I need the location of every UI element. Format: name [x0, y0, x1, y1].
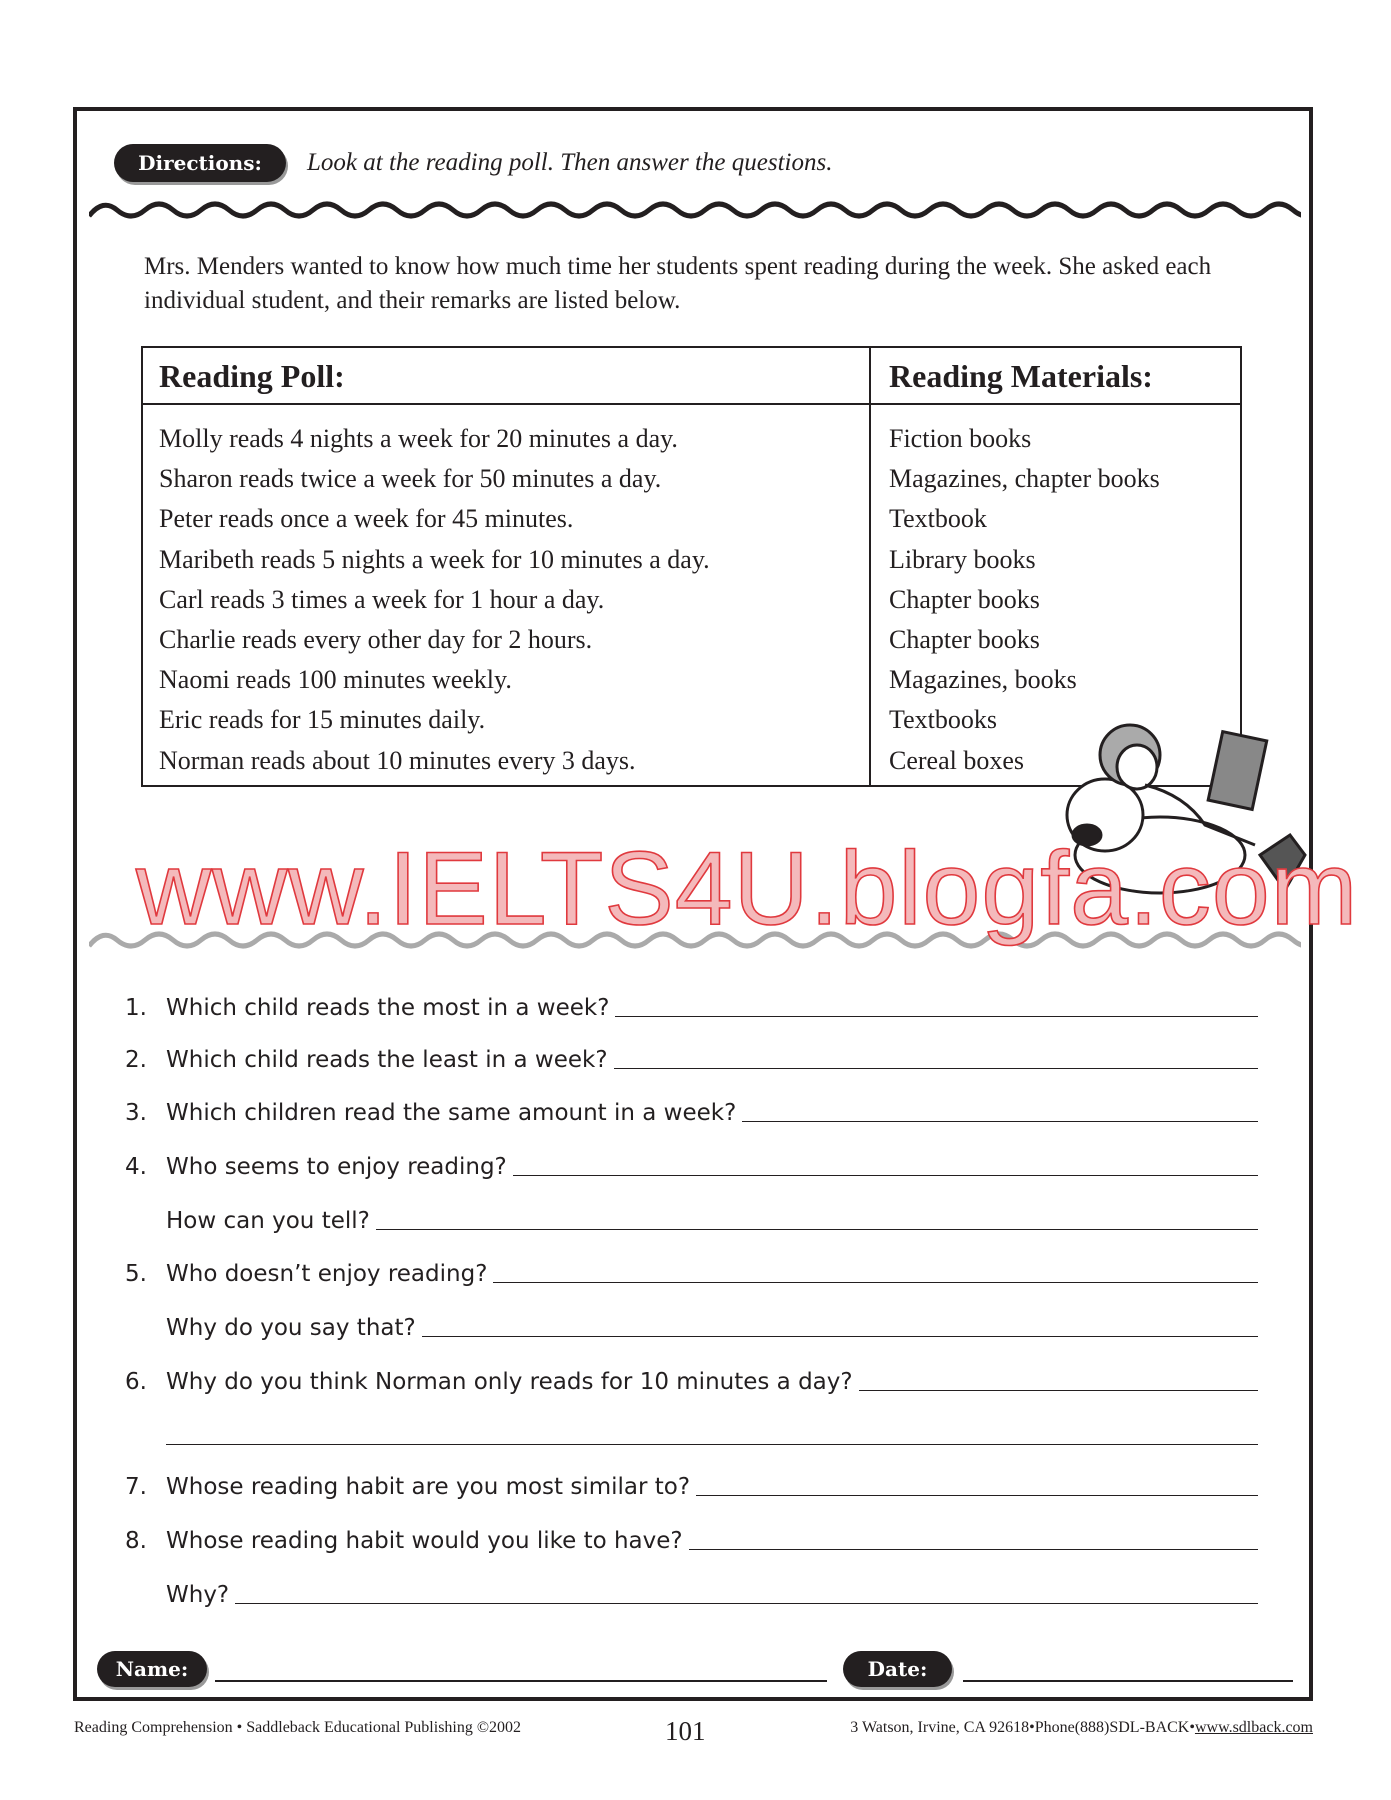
- poll-remark: Norman reads about 10 minutes every 3 days.: [159, 745, 636, 775]
- poll-remark: Sharon reads twice a week for 50 minutes a day.: [159, 464, 662, 494]
- answer-line[interactable]: [166, 1443, 1258, 1445]
- directions-badge: Directions:: [114, 144, 286, 182]
- poll-remark: Maribeth reads 5 nights a week for 10 minutes a day.: [159, 544, 710, 574]
- date-badge: Date:: [843, 1651, 952, 1687]
- question-number: 6.: [125, 1369, 147, 1395]
- materials-header: Reading Materials:: [889, 358, 1153, 394]
- remarks-column: [159, 419, 710, 781]
- question-item: [125, 1198, 1258, 1234]
- footer-publisher: Reading Comprehension • Saddleback Educational Publishing ©2002: [74, 1719, 522, 1736]
- answer-line[interactable]: [615, 1015, 1258, 1017]
- header-rule: [871, 403, 1241, 405]
- question-number: 5.: [125, 1261, 147, 1287]
- question-text: Whose reading habit would you like to have?: [166, 1528, 683, 1554]
- poll-material: Textbooks: [889, 705, 997, 735]
- directions-text: Look at the reading poll. Then answer the questions.: [307, 149, 833, 176]
- answer-line[interactable]: [742, 1120, 1258, 1122]
- question-item: [125, 1359, 1258, 1395]
- question-item: [125, 1572, 1258, 1608]
- question-number: 8.: [125, 1528, 147, 1554]
- footer-website-link[interactable]: www.sdlback.com: [1194, 1719, 1313, 1736]
- question-item: [125, 1518, 1258, 1554]
- poll-material: Library books: [889, 544, 1036, 574]
- question-number: 2.: [125, 1047, 147, 1073]
- name-field[interactable]: [215, 1680, 827, 1682]
- question-text: Which child reads the most in a week?: [166, 995, 610, 1021]
- poll-material: Magazines, chapter books: [889, 464, 1160, 494]
- poll-remark: Naomi reads 100 minutes weekly.: [159, 665, 512, 695]
- poll-material: Magazines, books: [889, 665, 1077, 695]
- question-text: Which child reads the least in a week?: [166, 1047, 608, 1073]
- question-item: [125, 1305, 1258, 1341]
- answer-line[interactable]: [422, 1335, 1258, 1337]
- wavy-divider-top: [89, 198, 1301, 222]
- question-text: Who seems to enjoy reading?: [166, 1154, 507, 1180]
- poll-material: Cereal boxes: [889, 745, 1025, 775]
- footer-address: 3 Watson, Irvine, CA 92618•Phone(888)SDL-BACK•: [850, 1719, 1195, 1736]
- answer-line[interactable]: [513, 1174, 1258, 1176]
- answer-line[interactable]: [493, 1281, 1258, 1283]
- question-text: Why?: [166, 1582, 230, 1608]
- question-text: Which children read the same amount in a week?: [166, 1100, 737, 1126]
- poll-material: Textbook: [889, 504, 987, 534]
- watermark-text: www.IELTS4U.blogfa.com: [136, 831, 1359, 947]
- poll-material: Chapter books: [889, 625, 1040, 655]
- column-divider: [869, 348, 871, 785]
- question-item: [125, 1090, 1258, 1126]
- poll-header: Reading Poll:: [159, 358, 345, 394]
- question-number: 4.: [125, 1154, 147, 1180]
- question-item: [125, 1464, 1258, 1500]
- answer-line[interactable]: [689, 1548, 1258, 1550]
- page-number: 101: [665, 1716, 706, 1746]
- question-text: How can you tell?: [166, 1208, 370, 1234]
- header-rule: [143, 403, 869, 405]
- poll-remark: Eric reads for 15 minutes daily.: [159, 705, 486, 735]
- poll-material: Fiction books: [889, 424, 1032, 453]
- question-text: Why do you think Norman only reads for 10 minutes a day?: [166, 1369, 853, 1395]
- poll-remark: Carl reads 3 times a week for 1 hour a day.: [159, 584, 605, 614]
- name-badge: Name:: [97, 1651, 207, 1687]
- question-number: 3.: [125, 1100, 147, 1126]
- question-number: 7.: [125, 1474, 147, 1500]
- question-item: [125, 1037, 1258, 1073]
- question-item: [125, 1144, 1258, 1180]
- question-text: Whose reading habit are you most similar to?: [166, 1474, 691, 1500]
- poll-material: Chapter books: [889, 584, 1040, 614]
- question-text: Why do you say that?: [166, 1315, 416, 1341]
- answer-line[interactable]: [235, 1602, 1258, 1604]
- answer-line[interactable]: [859, 1389, 1258, 1391]
- question-item: [125, 1413, 1258, 1449]
- answer-line[interactable]: [376, 1228, 1258, 1230]
- question-number: 1.: [125, 995, 147, 1021]
- answer-line[interactable]: [614, 1067, 1258, 1069]
- date-field[interactable]: [963, 1680, 1293, 1682]
- intro-paragraph: Mrs. Menders wanted to know how much time her students spent reading during the week. She asked each individual student, and their remarks are listed below.: [144, 253, 1212, 314]
- poll-remark: Molly reads 4 nights a week for 20 minutes a day.: [159, 424, 678, 453]
- footer-contact: [850, 1719, 1313, 1737]
- poll-remark: Charlie reads every other day for 2 hours.: [159, 625, 593, 655]
- question-item: [125, 985, 1258, 1021]
- answer-line[interactable]: [696, 1494, 1258, 1496]
- poll-remark: Peter reads once a week for 45 minutes.: [159, 504, 574, 534]
- question-item: [125, 1251, 1258, 1287]
- question-text: Who doesn’t enjoy reading?: [166, 1261, 488, 1287]
